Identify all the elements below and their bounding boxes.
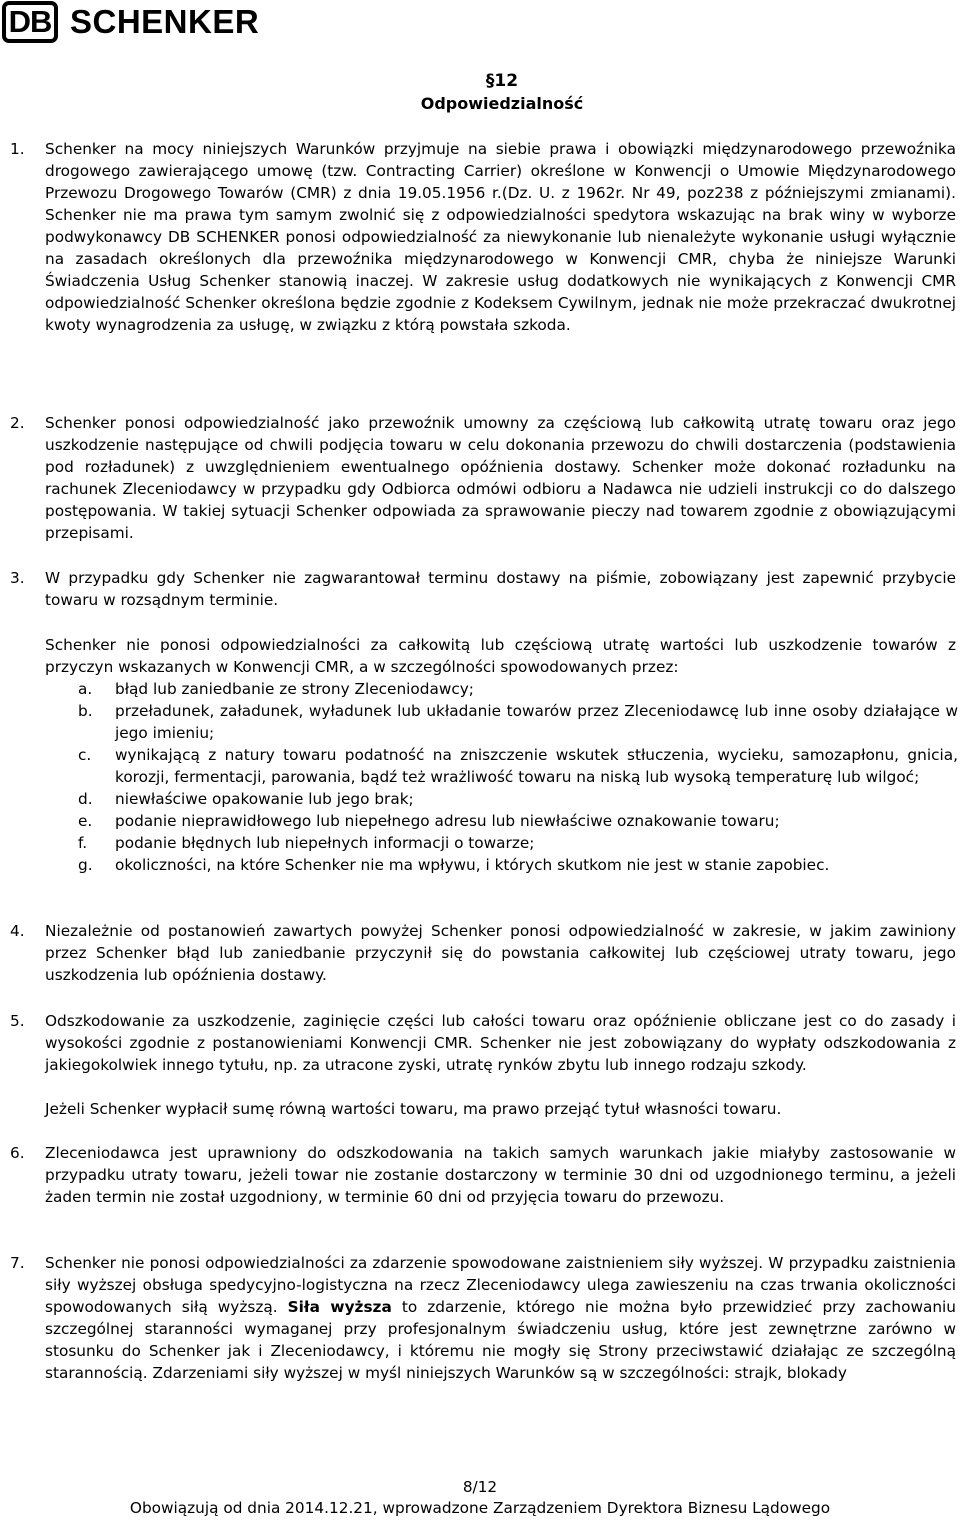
item-number-5: 5.	[10, 1012, 25, 1030]
list-item	[78, 788, 958, 810]
item-text-5b: Jeżeli Schenker wypłacił sumę równą wartości towaru, ma prawo przejąć tytuł własności towaru.	[45, 1100, 782, 1118]
item-text-7-a: Schenker nie ponosi odpowiedzialności za zdarzenie spowodowane zaistnieniem siły wyższej. W przypadku zaistnienia siły wyższej obsługa spedycyjno-logistyczna na rzecz Zleceniodawcy ulega zawieszeniu na czas trwania okoliczności spowodowanych siłą wyższą.	[45, 1254, 956, 1316]
list-text: okoliczności, na które Schenker nie ma wpływu, i których skutkom nie jest w stanie zapobiec.	[115, 856, 830, 874]
list-text: podanie błędnych lub niepełnych informacji o towarze;	[115, 834, 535, 852]
list-text: przeładunek, załadunek, wyładunek lub układanie towarów przez Zleceniodawcę lub inne osoby działające w jego imieniu;	[115, 702, 958, 742]
list-item	[78, 678, 958, 700]
list-letter: f.	[78, 834, 88, 852]
section-title: Odpowiedzialność	[420, 94, 584, 113]
item-text-2: Schenker ponosi odpowiedzialność jako przewoźnik umowny za częściową lub całkowitą utratę towaru oraz jego uszkodzenie następujące od chwili podjęcia towaru w celu dokonania przewozu do chwili dostarczenia (podstawienia pod rozładunek) z uwzględnieniem ewentualnego opóźnienia dostawy. Schenker może dokonać rozładunku na rachunek Zleceniodawcy w przypadku gdy Odbiorca odmówi odbioru a Nadawca nie udzieli instrukcji co do dalszego postępowania. W takiej sytuacji Schenker odpowiada za sprawowanie pieczy nad towarem zgodnie z obowiązującymi przepisami.	[45, 414, 956, 542]
item-text-1: Schenker na mocy niniejszych Warunków przyjmuje na siebie prawa i obowiązki międzynarodowego przewoźnika drogowego zawierającego umowę (tzw. Contracting Carrier) określone w Konwencji o Umowie Międzynarodowego Przewozu Drogowego Towarów (CMR) z dnia 19.05.1956 r.(Dz. U. z 1962r. Nr 49, poz238 z późniejszymi zmianami). Schenker nie ma prawa tym samym zwolnić się z odpowiedzialności spedytora wskazując na brak winy w wyborze podwykonawcy DB SCHENKER ponosi odpowiedzialność za niewykonanie lub nienależyte wykonanie usługi wyłącznie na zasadach określonych dla przewoźnika międzynarodowego w Konwencji CMR, chyba że niniejsze Warunki Świadczenia Usług Schenker stanowią inaczej. W zakresie usług dodatkowych nie wynikających z Konwencji CMR odpowiedzialność Schenker określona będzie zgodnie z Kodeksem Cywilnym, jednak nie może przekraczać dwukrotnej kwoty wynagrodzenia za usługę, w związku z którą powstała szkoda.	[45, 140, 956, 334]
page-number: 8/12	[462, 1478, 498, 1496]
item-text-4: Niezależnie od postanowień zawartych powyżej Schenker ponosi odpowiedzialność w zakresie, w jakim zawiniony przez Schenker błąd lub zaniedbanie przyczynił się do powstania całkowitej lub częściowej utraty towaru, jego uszkodzenia lub opóźnienia dostawy.	[45, 922, 956, 984]
list-text: niewłaściwe opakowanie lub jego brak;	[115, 790, 414, 808]
item-text-3: W przypadku gdy Schenker nie zagwarantował terminu dostawy na piśmie, zobowiązany jest zapewnić przybycie towaru w rozsądnym terminie.	[45, 569, 956, 609]
item-text-3b: Schenker nie ponosi odpowiedzialności za całkowitą lub częściową utratę wartości lub uszkodzenie towarów z przyczyn wskazanych w Konwencji CMR, a w szczególności spowodowanych przez:	[45, 636, 956, 676]
list-item	[78, 744, 958, 788]
item-number-2: 2.	[10, 414, 25, 432]
exclusions-list	[78, 678, 958, 876]
item-number-4: 4.	[10, 922, 25, 940]
item-number-7: 7.	[10, 1254, 25, 1272]
list-letter: e.	[78, 812, 93, 830]
list-item	[78, 700, 958, 744]
item-text-5: Odszkodowanie za uszkodzenie, zaginięcie części lub całości towaru oraz opóźnienie obliczane jest co do zasady i wysokości zgodnie z postanowieniami Konwencji CMR. Schenker nie jest zobowiązany do wypłaty odszkodowania z jakiegokolwiek innego tytułu, np. za utracone zyski, utratę rynków zbytu lub innego rodzaju szkody.	[45, 1012, 956, 1074]
list-item	[78, 810, 958, 832]
list-letter: c.	[78, 746, 92, 764]
item-number-3: 3.	[10, 569, 25, 587]
list-item	[78, 854, 958, 876]
list-letter: d.	[78, 790, 93, 808]
list-item	[78, 832, 958, 854]
item-number-1: 1.	[10, 140, 25, 158]
list-text: błąd lub zaniedbanie ze strony Zleceniodawcy;	[115, 680, 474, 698]
list-letter: g.	[78, 856, 93, 874]
schenker-wordmark: SCHENKER	[70, 3, 260, 40]
db-logo-box: DB	[2, 1, 58, 43]
item-text-7-b: to zdarzenie, którego nie można było przewidzieć przy zachowaniu szczególnej staranności wymaganej przy profesjonalnym świadczeniu usług, które jest zewnętrzne zarówno w stosunku do Schenker jak i Zleceniodawcy, i któremu nie mogły się Strony przeciwstawić działając ze szczególną starannością. Zdarzeniami siły wyższej w myśl niniejszych Warunków są w szczególności: strajk, blokady	[45, 1298, 956, 1382]
list-letter: a.	[78, 680, 93, 698]
list-text: wynikającą z natury towaru podatność na zniszczenie wskutek stłuczenia, wycieku, samozapłonu, gnicia, korozji, fermentacji, parowania, bądź też wrażliwość towaru na niską lub wysoką temperaturę lub wilgoć;	[115, 746, 958, 786]
force-majeure-term: Siła wyższa	[287, 1298, 392, 1316]
db-schenker-logo	[0, 0, 259, 44]
item-number-6: 6.	[10, 1144, 25, 1162]
item-text-7	[45, 1252, 956, 1384]
section-number: §12	[485, 71, 519, 91]
item-text-6: Zleceniodawca jest uprawniony do odszkodowania na takich samych warunkach jakie miałyby zastosowanie w przypadku utraty towaru, jeżeli towar nie zostanie dostarczony w terminie 30 dni od uzgodnionego terminu, a jeżeli żaden termin nie został uzgodniony, w terminie 60 dni od przyjęcia towaru do przewozu.	[45, 1144, 956, 1206]
list-letter: b.	[78, 702, 93, 720]
footer-note: Obowiązują od dnia 2014.12.21, wprowadzone Zarządzeniem Dyrektora Biznesu Lądowego	[129, 1499, 831, 1517]
list-text: podanie nieprawidłowego lub niepełnego adresu lub niewłaściwe oznakowanie towaru;	[115, 812, 780, 830]
